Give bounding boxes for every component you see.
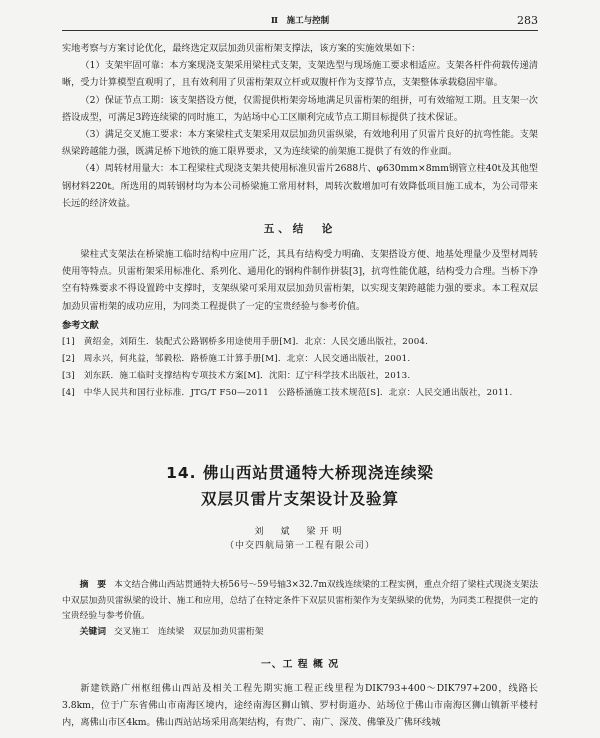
article-affiliation: （中交四航局第一工程有限公司） <box>224 541 375 551</box>
article-authors: 刘 斌 梁开明 <box>254 527 346 537</box>
reference-item: [3] 刘东跃．施工临时支撑结构专项技术方案[M]．沈阳：辽宁科学技术出版社，2013. <box>62 370 411 381</box>
article-title-line-2: 双层贝雷片支架设计及验算 <box>200 490 399 508</box>
keywords-paragraph <box>62 625 538 641</box>
reference-list <box>62 334 538 402</box>
running-header <box>62 12 538 31</box>
keywords-label: 关键词 <box>79 626 106 637</box>
conclusion-paragraph: 梁柱式支架法在桥梁施工临时结构中应用广泛，其具有结构受力明确、支架搭设方便、地基处理量少及型材周转使用等特点。贝雷桁架采用标准化、系列化、通用化的钢构件制作拼装[3]，抗弯性能优越，结构受力合理。当桥下净空有特殊要求不得设置跨中支撑时，支架纵梁可采用双层加劲贝雷桁架，以实现支架跨越能力强的要求。本工程双层加劲贝雷桁架的成功应用，为同类工程提供了一定的宝贵经验与参考价值。 <box>62 249 538 312</box>
intro-paragraph: 实地考察与方案讨论优化，最终选定双层加劲贝雷桁架支撑法，该方案的实施效果如下： <box>62 43 421 54</box>
reference-item: [4] 中华人民共和国行业标准．JTG/T F50—2011 公路桥涵施工技术规范[S]．北京：人民交通出版社，2011. <box>62 387 513 398</box>
effect-item-2: （2）保证节点工期：该支架搭设方便，仅需提供桁架旁场地满足贝雷桁架的组拼，可有效缩短工期。且支架一次搭设成型，可满足3跨连续梁的同时施工，为站场中心工区顺利完成节点工期目标提供了技术保证。 <box>62 94 538 123</box>
reference-item: [2] 周永兴，何兆益，邹毅松．路桥施工计算手册[M]．北京：人民交通出版社，2001. <box>62 353 411 364</box>
effect-item-3: （3）满足交叉施工要求：本方案梁柱式支架采用双层加劲贝雷纵梁，有效地利用了贝雷片良好的抗弯性能。支架纵梁跨越能力强，既满足桥下地铁的施工限界要求，又为连续梁的前架施工提供了有效的作业面。 <box>62 129 538 158</box>
keywords-text: 交叉施工 连续梁 双层加劲贝雷桁架 <box>114 626 264 637</box>
references-heading: 参考文献 <box>62 319 99 331</box>
overview-heading: 一、工 程 概 况 <box>260 659 339 670</box>
upper-body <box>62 40 538 402</box>
overview-section <box>62 650 538 732</box>
reference-item: [1] 黄绍金，刘陌生．装配式公路钢桥多用途使用手册[M]．北京：人民交通出版社，2004. <box>62 336 429 347</box>
article-title-line-1: 14. 佛山西站贯通特大桥现浇连续梁 <box>166 464 434 482</box>
article-header <box>62 460 538 554</box>
effect-item-4: （4）周转材用量大：本工程梁柱式现浇支架共使用标准贝雷片2688片、φ630mm×8mm钢管立柱40t及其他型钢材料220t。所选用的周转钢材均为本公司桥梁施工常用材料，周转次数增加可有效降低项目施工成本，为公司带来长远的经济效益。 <box>62 163 538 209</box>
abstract-label: 摘 要 <box>79 580 106 590</box>
page-number: 283 <box>517 14 538 27</box>
header-section-title: Ⅱ 施工与控制 <box>270 16 330 26</box>
conclusion-heading: 五、结 论 <box>263 223 337 236</box>
abstract-paragraph <box>62 578 538 625</box>
abstract-text: 本文结合佛山西站贯通特大桥56号～59号轴3×32.7m双线连续梁的工程实例，重点介绍了梁柱式现浇支架法中双层加劲贝雷纵梁的设计、施工和应用，总结了在特定条件下双层贝雷桁架作为支架纵梁的优势，为同类工程提供一定的宝贵经验与参考价值。 <box>62 580 538 621</box>
effect-item-1: （1）支架牢固可靠：本方案现浇支架采用梁柱式支架，支架选型与现场施工要求相适应。支架各杆件荷载传递清晰，受力计算模型直观明了，且有效利用了贝雷桁架双立杆或双腹杆作为支撑节点，支架整体承载稳固牢靠。 <box>62 60 538 89</box>
overview-paragraph: 新建铁路广州枢纽佛山西站及相关工程先期实施工程正线里程为DIK793+400～DIK797+200，线路长3.8km，位于广东省佛山市南海区境内，途经南海区狮山镇、罗村街道办、站场位于佛山市南海区狮山镇新平楼村内，离佛山市区4km。佛山西站站场采用高架结构，有贵广、南广、深茂、佛肇及广佛环线城 <box>62 683 538 729</box>
abstract-block <box>62 578 538 640</box>
